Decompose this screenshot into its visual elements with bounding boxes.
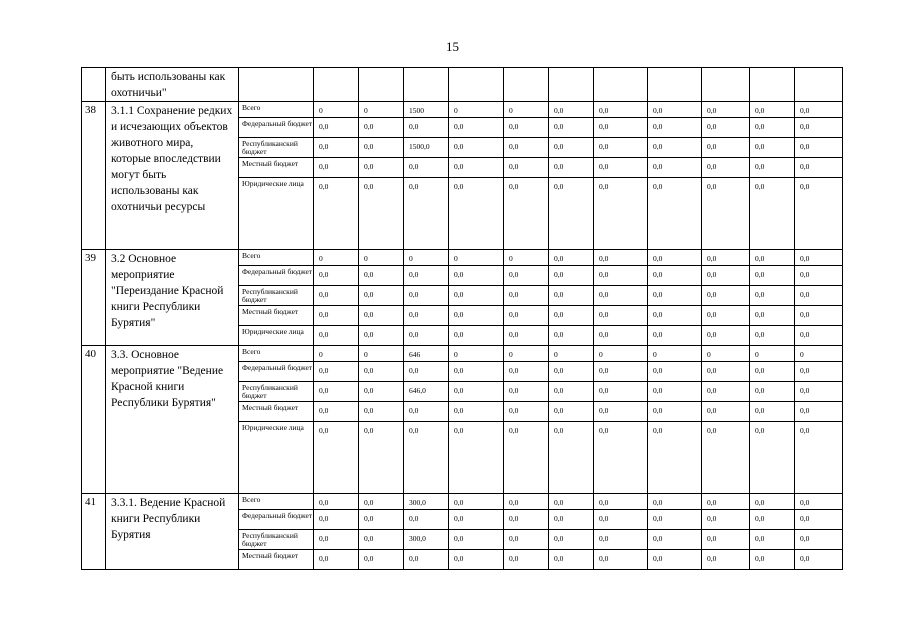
value-cell: 0,0 xyxy=(648,326,702,346)
value-cell: 0,0 xyxy=(404,118,449,138)
value-cell xyxy=(404,68,449,102)
value-cell: 0,0 xyxy=(314,326,359,346)
value-cell: 0,0 xyxy=(594,530,648,550)
value-cell: 0,0 xyxy=(594,118,648,138)
value-cell: 0,0 xyxy=(504,422,549,494)
value-cell: 0,0 xyxy=(594,138,648,158)
row-number: 40 xyxy=(82,346,106,494)
value-cell: 0,0 xyxy=(504,402,549,422)
value-cell: 0,0 xyxy=(549,382,594,402)
table-row xyxy=(82,102,843,118)
value-cell: 0,0 xyxy=(404,158,449,178)
value-cell: 0,0 xyxy=(594,306,648,326)
budget-table xyxy=(81,67,843,570)
value-cell: 0,0 xyxy=(314,158,359,178)
value-cell: 0,0 xyxy=(549,422,594,494)
value-cell: 0,0 xyxy=(795,250,843,266)
value-cell: 0,0 xyxy=(314,306,359,326)
value-cell: 0,0 xyxy=(549,102,594,118)
funding-source: Юридические лица xyxy=(239,326,314,346)
value-cell: 0,0 xyxy=(449,362,504,382)
value-cell: 300,0 xyxy=(404,530,449,550)
value-cell: 0,0 xyxy=(549,402,594,422)
value-cell: 0,0 xyxy=(594,382,648,402)
value-cell: 0,0 xyxy=(504,382,549,402)
value-cell: 0,0 xyxy=(594,510,648,530)
value-cell xyxy=(702,68,750,102)
value-cell: 0,0 xyxy=(594,250,648,266)
value-cell: 0,0 xyxy=(648,530,702,550)
value-cell: 0,0 xyxy=(702,118,750,138)
value-cell: 0,0 xyxy=(504,510,549,530)
value-cell: 0,0 xyxy=(314,266,359,286)
value-cell: 0,0 xyxy=(594,178,648,250)
value-cell xyxy=(594,68,648,102)
table-row xyxy=(82,68,843,102)
value-cell: 0,0 xyxy=(795,530,843,550)
value-cell: 0,0 xyxy=(404,178,449,250)
funding-source: Местный бюджет xyxy=(239,158,314,178)
value-cell: 0,0 xyxy=(449,422,504,494)
value-cell: 0,0 xyxy=(504,118,549,138)
value-cell: 0,0 xyxy=(504,550,549,570)
value-cell: 0,0 xyxy=(795,102,843,118)
value-cell: 0,0 xyxy=(314,510,359,530)
value-cell: 0,0 xyxy=(404,362,449,382)
value-cell: 0,0 xyxy=(404,286,449,306)
value-cell: 0,0 xyxy=(359,286,404,306)
value-cell: 0,0 xyxy=(750,530,795,550)
value-cell: 0,0 xyxy=(404,550,449,570)
value-cell: 0 xyxy=(314,250,359,266)
value-cell: 0,0 xyxy=(549,286,594,306)
value-cell: 0,0 xyxy=(314,382,359,402)
value-cell: 0,0 xyxy=(504,266,549,286)
value-cell: 0,0 xyxy=(648,494,702,510)
value-cell: 0,0 xyxy=(702,422,750,494)
activity-name: 3.1.1 Сохранение редких и исчезающих объектов животного мира, которые впоследствии могут быть использованы как охотничьи ресурсы xyxy=(106,102,239,250)
funding-source: Республиканский бюджет xyxy=(239,138,314,158)
value-cell: 646 xyxy=(404,346,449,362)
value-cell: 0,0 xyxy=(750,158,795,178)
value-cell: 0,0 xyxy=(314,362,359,382)
value-cell xyxy=(504,68,549,102)
value-cell: 0,0 xyxy=(702,178,750,250)
value-cell: 0,0 xyxy=(404,402,449,422)
value-cell: 0,0 xyxy=(504,158,549,178)
value-cell: 0,0 xyxy=(594,286,648,306)
value-cell: 0,0 xyxy=(314,530,359,550)
value-cell: 0,0 xyxy=(648,306,702,326)
value-cell: 0,0 xyxy=(549,138,594,158)
page-number: 15 xyxy=(446,39,459,54)
funding-source: Федеральный бюджет xyxy=(239,362,314,382)
value-cell xyxy=(795,68,843,102)
value-cell: 0,0 xyxy=(795,286,843,306)
value-cell: 0,0 xyxy=(549,530,594,550)
value-cell: 0,0 xyxy=(648,422,702,494)
value-cell: 0,0 xyxy=(795,494,843,510)
funding-source: Федеральный бюджет xyxy=(239,266,314,286)
funding-source: Федеральный бюджет xyxy=(239,510,314,530)
value-cell: 0,0 xyxy=(449,286,504,306)
value-cell: 0,0 xyxy=(750,550,795,570)
value-cell: 0,0 xyxy=(549,510,594,530)
table-row xyxy=(82,250,843,266)
value-cell: 0,0 xyxy=(750,286,795,306)
value-cell: 0,0 xyxy=(702,138,750,158)
value-cell xyxy=(314,68,359,102)
value-cell xyxy=(750,68,795,102)
value-cell: 0,0 xyxy=(504,494,549,510)
value-cell: 0,0 xyxy=(359,178,404,250)
value-cell: 0,0 xyxy=(404,422,449,494)
value-cell: 0,0 xyxy=(549,494,594,510)
value-cell: 0,0 xyxy=(504,362,549,382)
value-cell: 0 xyxy=(359,102,404,118)
value-cell: 0,0 xyxy=(314,138,359,158)
value-cell: 0 xyxy=(594,346,648,362)
value-cell: 0,0 xyxy=(504,138,549,158)
value-cell: 0,0 xyxy=(702,326,750,346)
value-cell: 0,0 xyxy=(404,510,449,530)
table-row xyxy=(82,346,843,362)
funding-source: Местный бюджет xyxy=(239,550,314,570)
value-cell: 0,0 xyxy=(314,402,359,422)
value-cell: 0,0 xyxy=(314,178,359,250)
funding-source: Федеральный бюджет xyxy=(239,118,314,138)
value-cell: 0 xyxy=(504,102,549,118)
value-cell: 0,0 xyxy=(404,326,449,346)
value-cell: 0,0 xyxy=(702,382,750,402)
value-cell: 0,0 xyxy=(449,306,504,326)
activity-name: 3.2 Основное мероприятие "Переиздание Красной книги Республики Бурятия" xyxy=(106,250,239,346)
value-cell: 0,0 xyxy=(795,326,843,346)
value-cell: 0,0 xyxy=(648,382,702,402)
value-cell: 0,0 xyxy=(648,178,702,250)
value-cell: 0,0 xyxy=(549,362,594,382)
value-cell: 0,0 xyxy=(594,158,648,178)
value-cell: 0 xyxy=(504,346,549,362)
value-cell xyxy=(359,68,404,102)
value-cell: 0,0 xyxy=(449,382,504,402)
value-cell: 0,0 xyxy=(404,306,449,326)
value-cell: 0,0 xyxy=(795,550,843,570)
value-cell: 0 xyxy=(314,102,359,118)
value-cell: 0,0 xyxy=(648,362,702,382)
value-cell: 0,0 xyxy=(795,402,843,422)
value-cell: 0,0 xyxy=(449,510,504,530)
value-cell: 0,0 xyxy=(359,138,404,158)
value-cell: 0,0 xyxy=(702,530,750,550)
funding-source: Республиканский бюджет xyxy=(239,530,314,550)
value-cell: 0,0 xyxy=(795,178,843,250)
funding-source xyxy=(239,68,314,102)
value-cell: 0 xyxy=(404,250,449,266)
value-cell: 0,0 xyxy=(795,306,843,326)
value-cell: 0,0 xyxy=(648,510,702,530)
value-cell: 0,0 xyxy=(359,306,404,326)
value-cell: 0,0 xyxy=(702,362,750,382)
value-cell: 0,0 xyxy=(404,266,449,286)
value-cell: 0,0 xyxy=(359,326,404,346)
value-cell: 0 xyxy=(795,346,843,362)
value-cell: 0,0 xyxy=(750,266,795,286)
value-cell xyxy=(449,68,504,102)
value-cell: 0,0 xyxy=(750,250,795,266)
value-cell: 0,0 xyxy=(549,118,594,138)
value-cell: 0,0 xyxy=(504,530,549,550)
value-cell: 0,0 xyxy=(504,306,549,326)
value-cell: 0,0 xyxy=(314,118,359,138)
value-cell: 0,0 xyxy=(795,510,843,530)
value-cell: 0,0 xyxy=(359,402,404,422)
value-cell: 0,0 xyxy=(549,158,594,178)
value-cell: 0,0 xyxy=(702,510,750,530)
value-cell: 0,0 xyxy=(750,510,795,530)
funding-source: Юридические лица xyxy=(239,422,314,494)
value-cell: 0,0 xyxy=(702,286,750,306)
value-cell: 0,0 xyxy=(795,158,843,178)
value-cell: 0 xyxy=(449,346,504,362)
budget-table-body xyxy=(82,68,843,570)
value-cell: 0,0 xyxy=(314,494,359,510)
value-cell: 1500 xyxy=(404,102,449,118)
value-cell xyxy=(648,68,702,102)
funding-source: Республиканский бюджет xyxy=(239,382,314,402)
value-cell: 0,0 xyxy=(359,494,404,510)
funding-source: Местный бюджет xyxy=(239,402,314,422)
value-cell: 0,0 xyxy=(594,494,648,510)
value-cell: 0,0 xyxy=(702,250,750,266)
row-number: 41 xyxy=(82,494,106,570)
value-cell: 0,0 xyxy=(648,250,702,266)
value-cell: 0,0 xyxy=(795,362,843,382)
value-cell: 300,0 xyxy=(404,494,449,510)
value-cell: 0,0 xyxy=(702,494,750,510)
value-cell: 0,0 xyxy=(648,118,702,138)
value-cell: 0,0 xyxy=(750,422,795,494)
value-cell: 0,0 xyxy=(594,102,648,118)
value-cell: 0,0 xyxy=(594,362,648,382)
value-cell: 0 xyxy=(314,346,359,362)
value-cell: 0,0 xyxy=(359,118,404,138)
value-cell: 0,0 xyxy=(314,550,359,570)
value-cell: 0,0 xyxy=(702,550,750,570)
row-number: 39 xyxy=(82,250,106,346)
value-cell: 0,0 xyxy=(648,266,702,286)
value-cell: 0,0 xyxy=(359,510,404,530)
funding-source: Юридические лица xyxy=(239,178,314,250)
value-cell: 0,0 xyxy=(750,138,795,158)
value-cell: 0,0 xyxy=(549,306,594,326)
value-cell: 0,0 xyxy=(549,178,594,250)
activity-name: 3.3.1. Ведение Красной книги Республики Бурятия xyxy=(106,494,239,570)
funding-source: Республиканский бюджет xyxy=(239,286,314,306)
value-cell: 0,0 xyxy=(750,306,795,326)
value-cell: 1500,0 xyxy=(404,138,449,158)
value-cell: 0,0 xyxy=(795,118,843,138)
value-cell: 0,0 xyxy=(702,306,750,326)
value-cell: 0,0 xyxy=(750,178,795,250)
value-cell: 0,0 xyxy=(504,178,549,250)
value-cell: 0,0 xyxy=(359,422,404,494)
value-cell: 0 xyxy=(359,250,404,266)
value-cell: 0,0 xyxy=(549,550,594,570)
value-cell: 0,0 xyxy=(549,266,594,286)
value-cell: 0,0 xyxy=(750,382,795,402)
value-cell: 0,0 xyxy=(750,494,795,510)
value-cell: 0 xyxy=(702,346,750,362)
value-cell: 0 xyxy=(549,346,594,362)
value-cell: 0,0 xyxy=(795,382,843,402)
funding-source: Всего xyxy=(239,494,314,510)
value-cell: 0,0 xyxy=(702,102,750,118)
value-cell: 0,0 xyxy=(359,382,404,402)
value-cell: 0 xyxy=(648,346,702,362)
value-cell: 0 xyxy=(504,250,549,266)
value-cell: 0,0 xyxy=(648,550,702,570)
value-cell: 0,0 xyxy=(594,326,648,346)
value-cell: 0,0 xyxy=(359,362,404,382)
value-cell: 0,0 xyxy=(359,530,404,550)
row-number: 38 xyxy=(82,102,106,250)
value-cell: 0,0 xyxy=(549,250,594,266)
value-cell: 0 xyxy=(449,102,504,118)
value-cell: 0,0 xyxy=(750,402,795,422)
value-cell: 0,0 xyxy=(795,422,843,494)
value-cell: 0,0 xyxy=(504,286,549,306)
value-cell: 0,0 xyxy=(648,102,702,118)
value-cell: 0,0 xyxy=(594,266,648,286)
value-cell: 0,0 xyxy=(449,266,504,286)
value-cell: 0,0 xyxy=(648,286,702,306)
value-cell: 0,0 xyxy=(648,402,702,422)
value-cell: 0,0 xyxy=(449,326,504,346)
value-cell: 646,0 xyxy=(404,382,449,402)
value-cell: 0,0 xyxy=(449,550,504,570)
value-cell: 0,0 xyxy=(648,158,702,178)
value-cell: 0,0 xyxy=(549,326,594,346)
value-cell xyxy=(549,68,594,102)
value-cell: 0,0 xyxy=(449,158,504,178)
funding-source: Всего xyxy=(239,346,314,362)
value-cell: 0,0 xyxy=(449,402,504,422)
value-cell: 0,0 xyxy=(594,422,648,494)
value-cell: 0,0 xyxy=(449,530,504,550)
value-cell: 0,0 xyxy=(359,550,404,570)
value-cell: 0,0 xyxy=(594,402,648,422)
value-cell: 0,0 xyxy=(449,118,504,138)
value-cell: 0,0 xyxy=(795,138,843,158)
value-cell: 0,0 xyxy=(795,266,843,286)
value-cell: 0,0 xyxy=(359,158,404,178)
value-cell: 0,0 xyxy=(750,118,795,138)
value-cell: 0 xyxy=(449,250,504,266)
row-number xyxy=(82,68,106,102)
value-cell: 0 xyxy=(750,346,795,362)
value-cell: 0,0 xyxy=(648,138,702,158)
activity-name: быть использованы как охотничьи" xyxy=(106,68,239,102)
value-cell: 0 xyxy=(359,346,404,362)
value-cell: 0,0 xyxy=(449,494,504,510)
value-cell: 0,0 xyxy=(750,326,795,346)
value-cell: 0,0 xyxy=(702,266,750,286)
table-row xyxy=(82,494,843,510)
value-cell: 0,0 xyxy=(750,102,795,118)
value-cell: 0,0 xyxy=(359,266,404,286)
value-cell: 0,0 xyxy=(314,286,359,306)
value-cell: 0,0 xyxy=(449,138,504,158)
value-cell: 0,0 xyxy=(504,326,549,346)
activity-name: 3.3. Основное мероприятие "Ведение Красной книги Республики Бурятия" xyxy=(106,346,239,494)
value-cell: 0,0 xyxy=(594,550,648,570)
funding-source: Всего xyxy=(239,102,314,118)
value-cell: 0,0 xyxy=(702,158,750,178)
value-cell: 0,0 xyxy=(750,362,795,382)
value-cell: 0,0 xyxy=(702,402,750,422)
funding-source: Всего xyxy=(239,250,314,266)
funding-source: Местный бюджет xyxy=(239,306,314,326)
value-cell: 0,0 xyxy=(314,422,359,494)
value-cell: 0,0 xyxy=(449,178,504,250)
